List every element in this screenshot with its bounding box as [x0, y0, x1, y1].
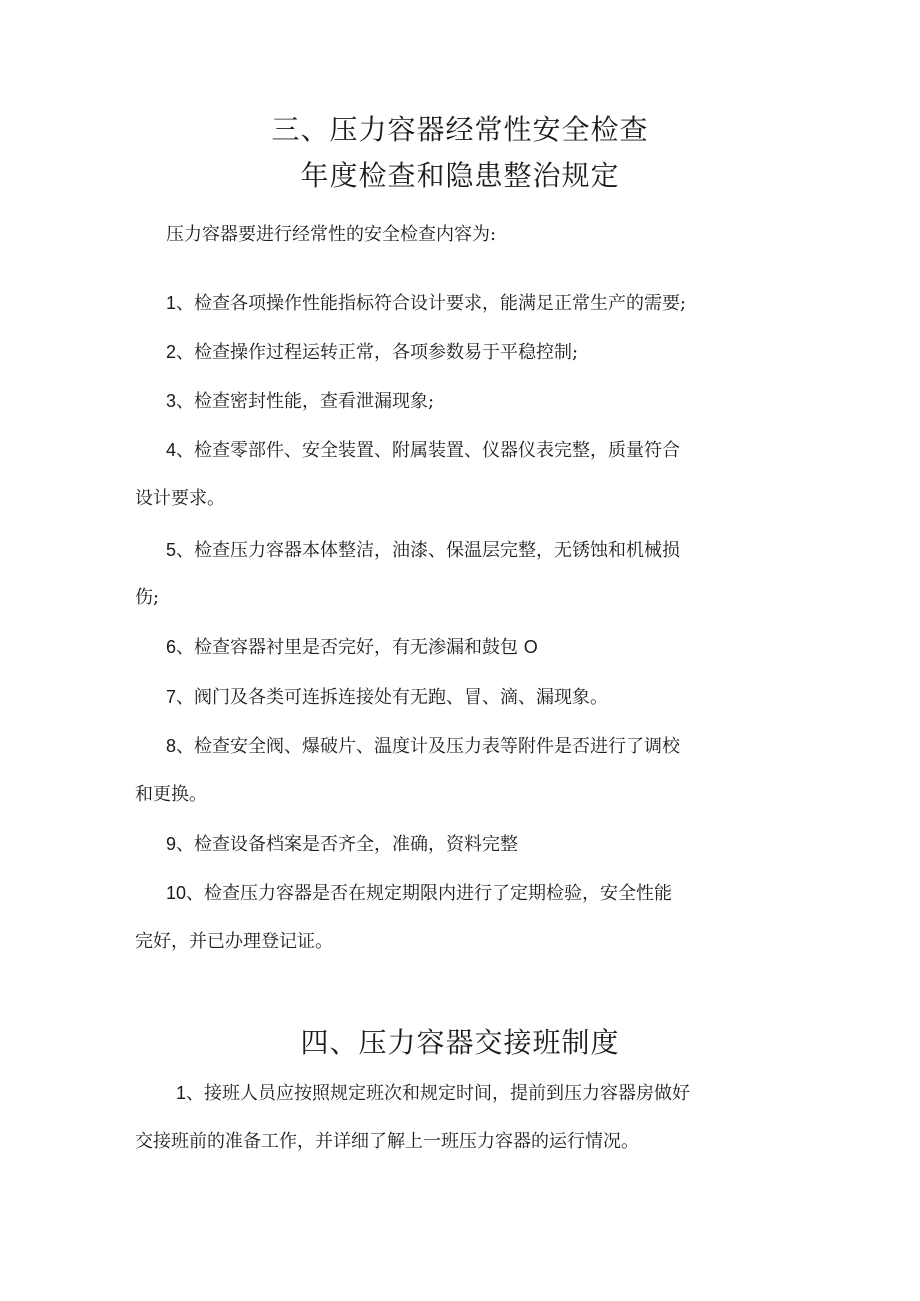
list-item [166, 388, 434, 415]
item-number: 10 [166, 883, 187, 903]
list-item [166, 831, 518, 858]
item-text: 、检查操作过程运转正常，各项参数易于平稳控制; [176, 342, 579, 363]
section3-title-line2: 年度检查和隐患整治规定 [300, 159, 620, 192]
item-text: 、接班人员应按照规定班次和规定时间，提前到压力容器房做好 [186, 1083, 691, 1104]
section3-intro: 压力容器要进行经常性的安全检查内容为: [166, 224, 497, 245]
item-trailing-mark: O [523, 637, 538, 657]
list-item [166, 733, 680, 760]
item-number: 6 [166, 637, 177, 657]
item-text: 、检查设备档案是否齐全，准确，资料完整 [176, 834, 519, 855]
item-number: 2 [166, 342, 177, 362]
section4-title: 四、压力容器交接班制度 [300, 1026, 620, 1059]
item-number: 1 [176, 1083, 187, 1103]
list-item [166, 634, 538, 661]
list-item [166, 537, 680, 564]
item-continuation: 和更换。 [135, 784, 207, 805]
item-text: 、检查密封性能，查看泄漏现象; [176, 391, 435, 412]
list-item [166, 290, 686, 317]
item-continuation: 完好，并已办理登记证。 [135, 931, 333, 952]
item-text: 、检查各项操作性能指标符合设计要求，能满足正常生产的需要; [176, 293, 687, 314]
item-number: 1 [166, 293, 177, 313]
item-text: 、检查零部件、安全装置、附属装置、仪器仪表完整，质量符合 [176, 440, 681, 461]
item-number: 5 [166, 540, 177, 560]
list-item [176, 1080, 690, 1107]
item-text: 、检查压力容器本体整洁，油漆、保温层完整，无锈蚀和机械损 [176, 540, 681, 561]
item-continuation: 伤; [135, 587, 160, 608]
item-number: 8 [166, 736, 177, 756]
list-item [166, 684, 608, 711]
item-continuation: 交接班前的准备工作，并详细了解上一班压力容器的运行情况。 [135, 1131, 639, 1152]
item-text: 、阀门及各类可连拆连接处有无跑、冒、滴、漏现象。 [176, 687, 609, 708]
list-item [166, 880, 672, 907]
item-text: 、检查容器衬里是否完好，有无渗漏和鼓包 [176, 637, 519, 658]
list-item [166, 437, 680, 464]
item-number: 3 [166, 391, 177, 411]
list-item [166, 339, 578, 366]
item-number: 7 [166, 687, 177, 707]
item-number: 9 [166, 834, 177, 854]
item-number: 4 [166, 440, 177, 460]
section3-title-line1: 三、压力容器经常性安全检查 [271, 113, 649, 146]
item-text: 、检查压力容器是否在规定期限内进行了定期检验，安全性能 [186, 883, 673, 904]
item-text: 、检查安全阀、爆破片、温度计及压力表等附件是否进行了调校 [176, 736, 681, 757]
item-continuation: 设计要求。 [135, 488, 225, 509]
